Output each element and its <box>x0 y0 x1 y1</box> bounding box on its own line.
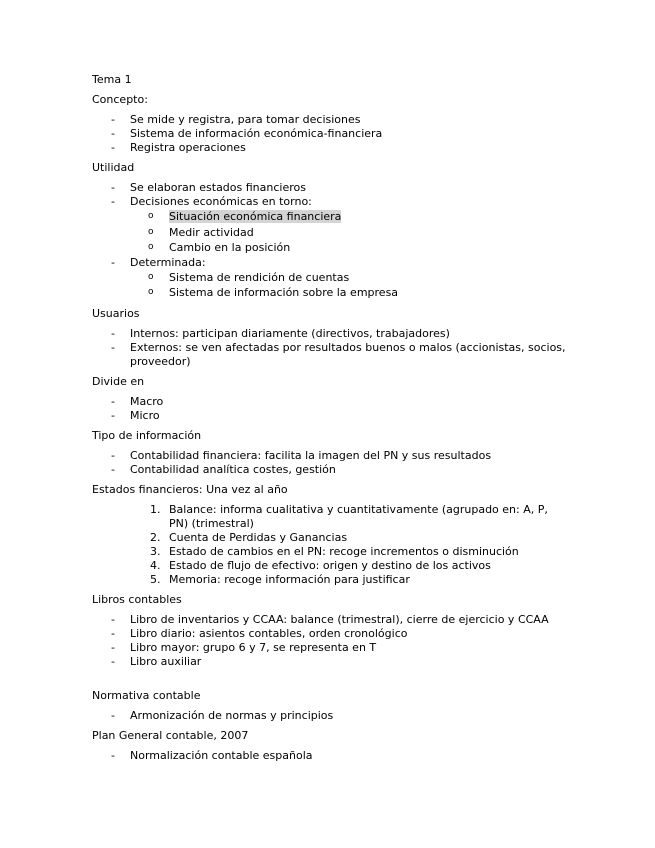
circle-bullet: o <box>148 226 154 237</box>
list-item: - Sistema de información económica-financiera <box>111 127 383 140</box>
dash-bullet: - <box>111 462 115 476</box>
section-heading-divide: Divide en <box>92 374 145 388</box>
dash-bullet: - <box>111 748 115 762</box>
section-heading-usuarios: Usuarios <box>92 306 140 320</box>
dash-bullet: - <box>111 141 115 154</box>
list-item: 3. Estado de cambios en el PN: recoge incrementos o disminución <box>150 544 519 558</box>
list-item: - Determinada: <box>111 255 206 269</box>
dash-bullet: - <box>111 340 115 354</box>
list-item: 5. Memoria: recoge información para justificar <box>150 572 410 586</box>
list-item: - Micro <box>111 408 160 422</box>
section-heading-normativa: Normativa contable <box>92 688 201 702</box>
list-number: 4. <box>150 558 161 572</box>
document-page <box>92 73 567 769</box>
dash-bullet: - <box>111 640 115 654</box>
list-normativa <box>92 709 567 723</box>
list-item: - Armonización de normas y principios <box>111 708 334 722</box>
list-item: o Sistema de rendición de cuentas <box>148 270 350 284</box>
dash-bullet: - <box>111 654 115 668</box>
dash-bullet: - <box>111 255 115 269</box>
list-item: o Sistema de información sobre la empresa <box>148 286 399 299</box>
list-item: 2. Cuenta de Perdidas y Ganancias <box>150 530 348 544</box>
highlighted-text: Situación económica financiera <box>169 210 342 223</box>
list-libros <box>92 613 567 669</box>
list-item: - Libro de inventarios y CCAA: balance (trimestral), cierre de ejercicio y CCAA <box>111 612 549 626</box>
list-item: o Cambio en la posición <box>148 241 291 254</box>
list-utilidad-cont <box>92 256 567 270</box>
list-item: - Libro mayor: grupo 6 y 7, se representa en T <box>111 640 377 654</box>
section-heading-estados: Estados financieros: Una vez al año <box>92 482 288 496</box>
circle-bullet: o <box>148 211 154 221</box>
list-item <box>92 209 567 225</box>
sublist-decisiones <box>92 209 567 256</box>
section-heading-libros: Libros contables <box>92 592 182 606</box>
list-usuarios <box>92 327 567 369</box>
dash-bullet: - <box>111 448 115 462</box>
dash-bullet: - <box>111 394 115 408</box>
dash-bullet: - <box>111 626 115 640</box>
dash-bullet: - <box>111 408 115 422</box>
list-item: - Se elaboran estados financieros <box>111 181 306 194</box>
list-plan <box>92 749 567 763</box>
dash-bullet: - <box>111 195 115 208</box>
section-heading-concepto: Concepto: <box>92 93 148 106</box>
list-number: 5. <box>150 572 161 586</box>
list-concepto <box>92 113 567 155</box>
circle-bullet: o <box>148 242 154 252</box>
dash-bullet: - <box>111 113 115 126</box>
sublist-determinada <box>92 270 567 301</box>
list-number: 3. <box>150 544 161 558</box>
list-item: - Libro auxiliar <box>111 654 202 668</box>
list-item: - Contabilidad analítica costes, gestión <box>111 462 336 476</box>
dash-bullet: - <box>111 127 115 140</box>
circle-bullet: o <box>148 271 154 282</box>
list-utilidad <box>92 181 567 209</box>
list-item: 4. Estado de flujo de efectivo: origen y destino de los activos <box>150 558 491 572</box>
list-item: 1. Balance: informa cualitativa y cuantitativamente (agrupado en: A, P, PN) (trimestral) <box>150 502 548 530</box>
dash-bullet: - <box>111 326 115 340</box>
dash-bullet: - <box>111 612 115 626</box>
list-item: - Normalización contable española <box>111 748 313 762</box>
document-title: Tema 1 <box>92 73 132 86</box>
list-item: - Decisiones económicas en torno: <box>111 195 312 208</box>
list-divide <box>92 395 567 423</box>
list-item: - Macro <box>111 394 164 408</box>
dash-bullet: - <box>111 708 115 722</box>
circle-bullet: o <box>148 287 154 297</box>
section-heading-plan: Plan General contable, 2007 <box>92 728 249 742</box>
list-item: - Internos: participan diariamente (directivos, trabajadores) <box>111 326 450 340</box>
numbered-list-estados <box>92 503 567 587</box>
list-item: - Registra operaciones <box>111 141 246 154</box>
list-item: - Externos: se ven afectadas por resultados buenos o malos (accionistas, socios, proveedor) <box>111 340 566 368</box>
section-heading-tipo: Tipo de información <box>92 428 202 442</box>
list-number: 2. <box>150 530 161 544</box>
list-item: - Contabilidad financiera: facilita la imagen del PN y sus resultados <box>111 448 492 462</box>
list-tipo <box>92 449 567 477</box>
section-heading-utilidad: Utilidad <box>92 161 135 174</box>
list-number: 1. <box>150 502 161 516</box>
dash-bullet: - <box>111 181 115 194</box>
list-item: - Se mide y registra, para tomar decisiones <box>111 113 361 126</box>
list-item: - Libro diario: asientos contables, orden cronológico <box>111 626 408 640</box>
list-item: o Medir actividad <box>148 225 254 239</box>
